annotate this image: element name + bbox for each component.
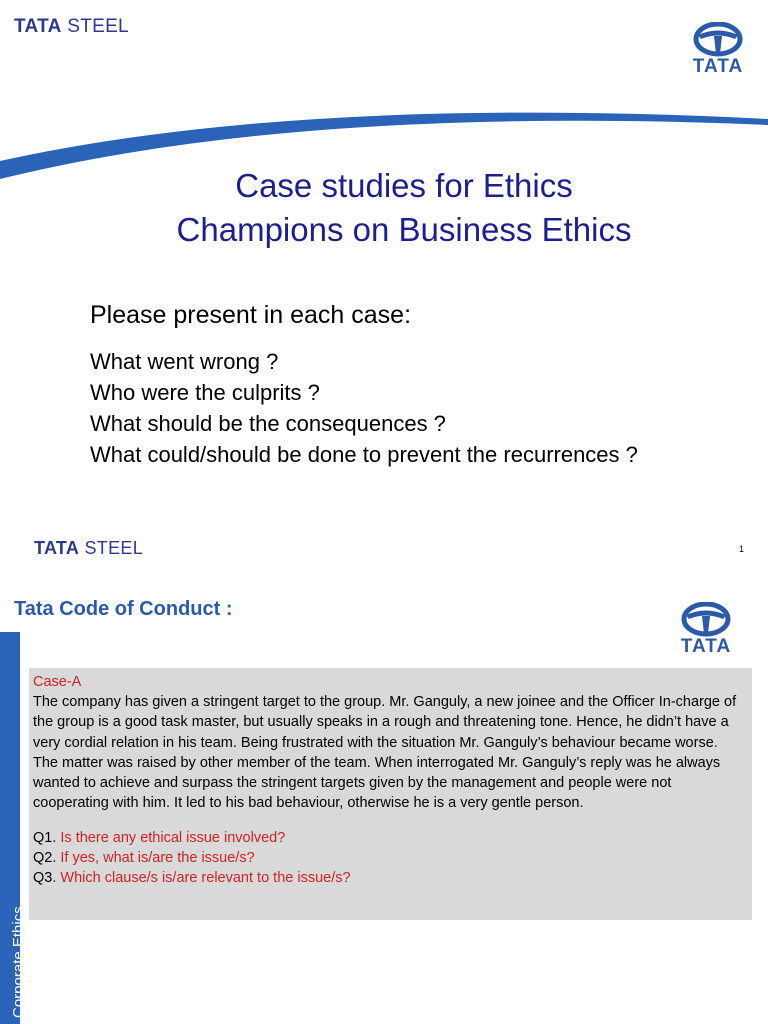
tata-steel-wordmark bbox=[14, 16, 129, 38]
slide-2 bbox=[0, 572, 768, 1024]
tata-logo-icon bbox=[688, 22, 748, 58]
case-question-number: Q1. bbox=[33, 829, 57, 846]
case-question bbox=[33, 868, 752, 888]
slide-title-line-2: Champions on Business Ethics bbox=[176, 211, 632, 248]
instruction-heading: Please present in each case: bbox=[90, 301, 412, 329]
case-question-number: Q2. bbox=[33, 849, 57, 866]
case-question-text: Is there any ethical issue involved? bbox=[60, 829, 286, 846]
instruction-questions bbox=[90, 346, 690, 470]
instruction-question: What should be the consequences ? bbox=[90, 411, 446, 436]
footer-brand-tata: TATA bbox=[34, 538, 80, 558]
side-band bbox=[0, 632, 27, 1024]
tata-logo-word: TATA bbox=[692, 56, 744, 77]
brand-tata: TATA bbox=[14, 16, 62, 37]
tata-logo-slide-2 bbox=[676, 602, 736, 658]
footer-tata-steel-wordmark bbox=[34, 538, 143, 559]
instruction-question: Who were the culprits ? bbox=[90, 380, 320, 405]
tata-logo bbox=[688, 22, 748, 78]
side-label: Corporate Ethics bbox=[10, 906, 27, 1018]
instruction-question: What went wrong ? bbox=[90, 349, 279, 374]
case-question bbox=[33, 848, 752, 868]
case-questions bbox=[33, 828, 752, 888]
footer-brand-steel: STEEL bbox=[84, 538, 144, 558]
slide-title-line-1: Case studies for Ethics bbox=[235, 167, 573, 204]
case-text: The company has given a stringent target to the group. Mr. Ganguly, a new joinee and the Officer In-charge of the group is a good task master, but usually speaks in a rough and threatening tone. Hence, he didn’t have a very cordial relation in his team. Being frustrated with the situation Mr. Ganguly’s behaviour became worse. The matter was raised by other member of the team. When interrogated Mr. Ganguly’s reply was he always wanted to achieve and surpass the stringent targets given by the management and people were not cooperating with him. It led to his bad behaviour, otherwise he is a very gentle person. bbox=[33, 694, 737, 812]
case-question bbox=[33, 828, 752, 848]
case-question-text: Which clause/s is/are relevant to the issue/s? bbox=[60, 869, 351, 886]
case-label: Case-A bbox=[33, 674, 82, 690]
code-of-conduct-title: Tata Code of Conduct : bbox=[14, 598, 233, 620]
brand-steel: STEEL bbox=[67, 16, 129, 37]
instruction-question: What could/should be done to prevent the recurrences ? bbox=[90, 442, 638, 467]
page-number: 1 bbox=[739, 544, 745, 554]
tata-logo-word: TATA bbox=[680, 636, 732, 657]
case-question-number: Q3. bbox=[33, 869, 57, 886]
case-question-text: If yes, what is/are the issue/s? bbox=[60, 849, 255, 866]
case-box bbox=[29, 668, 752, 920]
tata-logo-icon bbox=[676, 602, 736, 638]
